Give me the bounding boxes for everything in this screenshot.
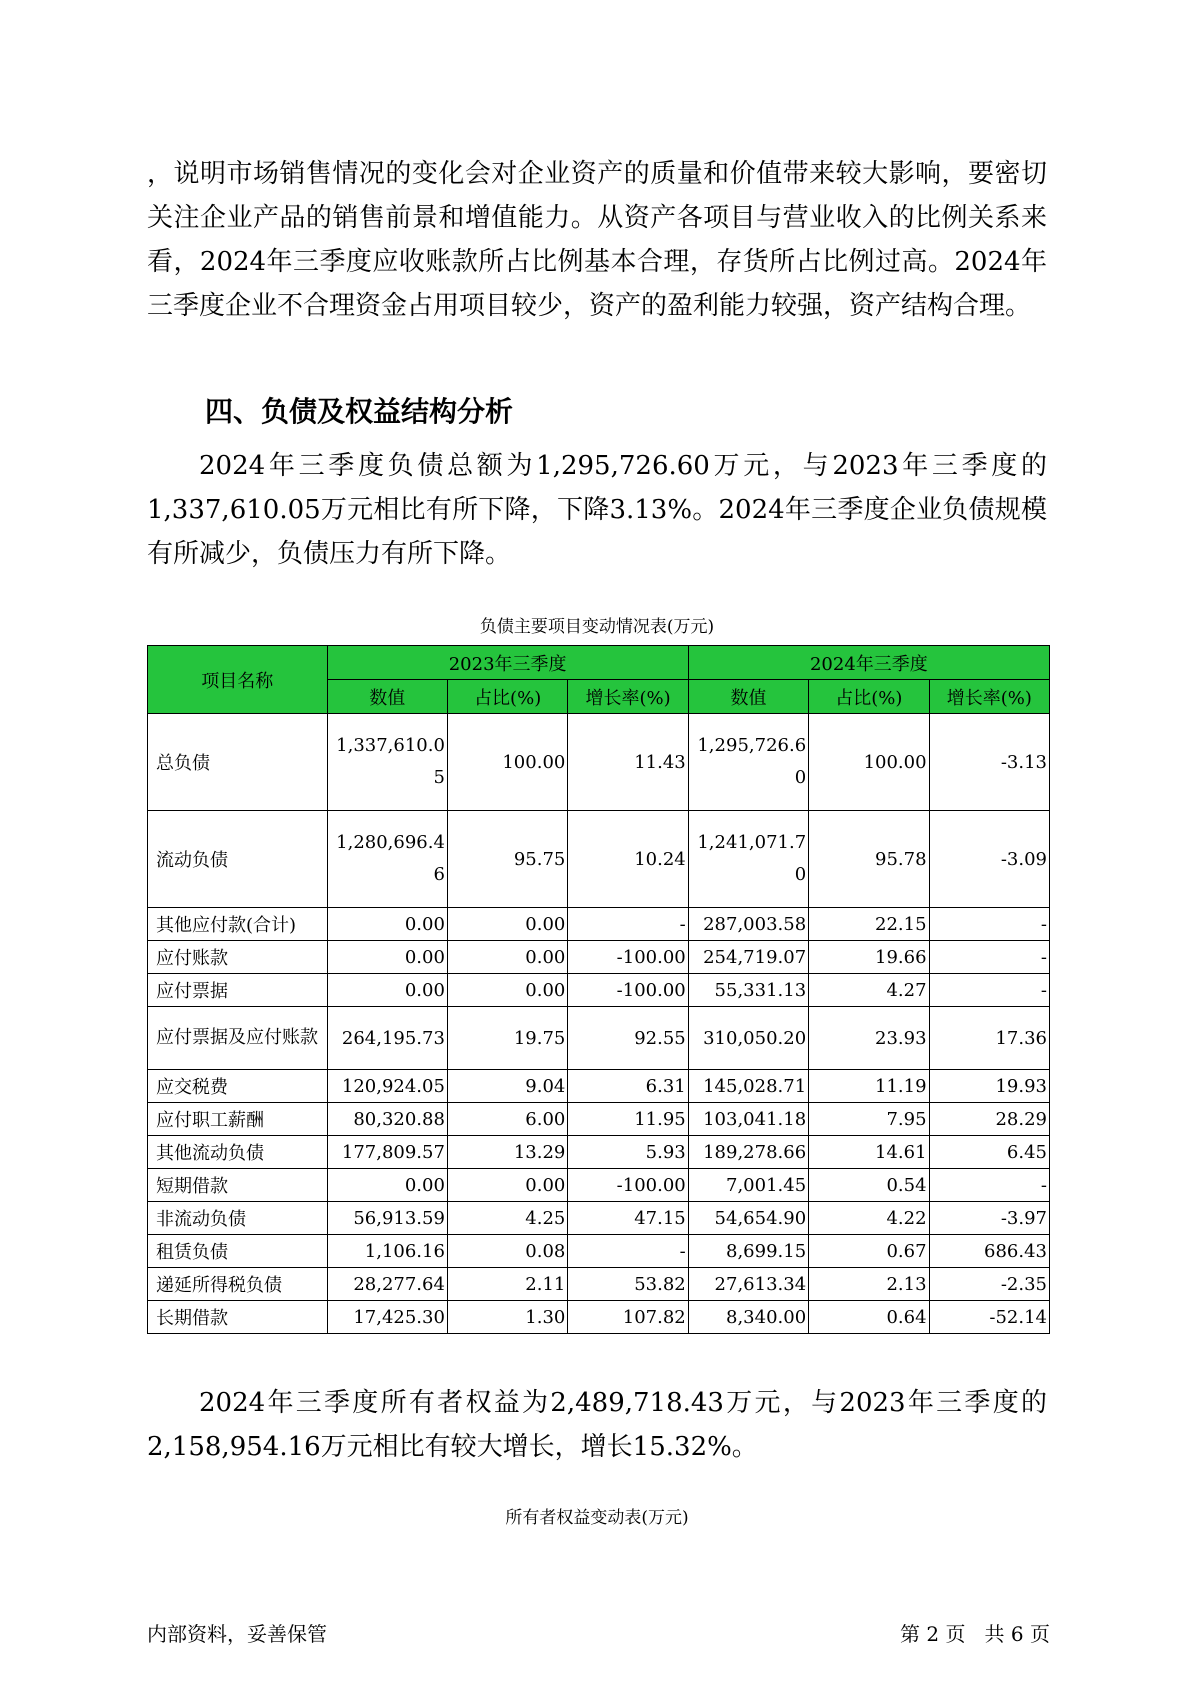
cell-g23: -100.00 [568,1169,688,1202]
table-row [148,1169,1050,1202]
header-growth-2023: 增长率(%) [568,680,688,714]
cell-v23: 264,195.73 [327,1007,447,1070]
cell-g24: - [929,1169,1049,1202]
header-growth-2024: 增长率(%) [929,680,1049,714]
cell-v24: 8,340.00 [688,1301,808,1334]
cell-s23: 95.75 [447,811,567,908]
cell-v23: 80,320.88 [327,1103,447,1136]
paragraph-asset-summary: ，说明市场销售情况的变化会对企业资产的质量和价值带来较大影响，要密切关注企业产品的销售前景和增值能力。从资产各项目与营业收入的比例关系来看，2024年三季度应收账款所占比例基本合理，存货所占比例过高。2024年三季度企业不合理资金占用项目较少，资产的盈利能力较强，资产结构合理。 [147,159,1047,321]
cell-s24: 11.19 [809,1070,929,1103]
cell-v23: 28,277.64 [327,1268,447,1301]
cell-v24: 287,003.58 [688,908,808,941]
row-item-name: 流动负债 [148,811,328,908]
cell-g23: 11.43 [568,714,688,811]
cell-v24: 1,295,726.60 [688,714,808,811]
cell-v24: 1,241,071.70 [688,811,808,908]
cell-s24: 2.13 [809,1268,929,1301]
cell-s23: 0.00 [447,941,567,974]
cell-v24: 8,699.15 [688,1235,808,1268]
table-row [148,811,1050,908]
row-item-name: 应交税费 [148,1070,328,1103]
cell-v23: 56,913.59 [327,1202,447,1235]
cell-v24: 103,041.18 [688,1103,808,1136]
row-item-name: 总负债 [148,714,328,811]
cell-s24: 7.95 [809,1103,929,1136]
cell-v23: 0.00 [327,908,447,941]
cell-s23: 100.00 [447,714,567,811]
row-item-name: 应付账款 [148,941,328,974]
cell-s23: 13.29 [447,1136,567,1169]
cell-s24: 23.93 [809,1007,929,1070]
cell-s23: 2.11 [447,1268,567,1301]
cell-v23: 120,924.05 [327,1070,447,1103]
table-row [148,1136,1050,1169]
cell-v24: 55,331.13 [688,974,808,1007]
cell-v23: 1,106.16 [327,1235,447,1268]
cell-g23: 11.95 [568,1103,688,1136]
footer-confidential: 内部资料，妥善保管 [147,1622,327,1646]
header-group-2024: 2024年三季度 [688,646,1049,680]
row-item-name: 非流动负债 [148,1202,328,1235]
footer-page-number: 第 2 页 共 6 页 [900,1622,1050,1646]
cell-g23: - [568,908,688,941]
cell-g24: 686.43 [929,1235,1049,1268]
cell-g24: -3.13 [929,714,1049,811]
header-group-2023: 2023年三季度 [327,646,688,680]
cell-s23: 0.00 [447,974,567,1007]
cell-g23: - [568,1235,688,1268]
table-row [148,1235,1050,1268]
cell-s23: 9.04 [447,1070,567,1103]
cell-s23: 1.30 [447,1301,567,1334]
cell-g24: - [929,908,1049,941]
cell-v24: 27,613.34 [688,1268,808,1301]
cell-v23: 177,809.57 [327,1136,447,1169]
cell-s24: 19.66 [809,941,929,974]
paragraph-liabilities: 2024年三季度负债总额为1,295,726.60万元，与2023年三季度的1,337,610.05万元相比有所下降，下降3.13%。2024年三季度企业负债规模有所减少，负债压力有所下降。 [147,451,1047,569]
cell-v23: 0.00 [327,974,447,1007]
cell-g24: -3.09 [929,811,1049,908]
cell-s24: 0.54 [809,1169,929,1202]
cell-s23: 6.00 [447,1103,567,1136]
row-item-name: 长期借款 [148,1301,328,1334]
section-heading-liabilities: 四、负债及权益结构分析 [205,395,514,428]
table-row [148,1007,1050,1070]
cell-v24: 7,001.45 [688,1169,808,1202]
cell-v24: 189,278.66 [688,1136,808,1169]
paragraph-equity: 2024年三季度所有者权益为2,489,718.43万元，与2023年三季度的2,158,954.16万元相比有较大增长，增长15.32%。 [147,1388,1047,1462]
cell-s24: 95.78 [809,811,929,908]
cell-g24: -2.35 [929,1268,1049,1301]
liabilities-table [147,645,1050,1334]
row-item-name: 应付票据及应付账款 [148,1007,328,1070]
cell-v23: 1,280,696.46 [327,811,447,908]
cell-v23: 1,337,610.05 [327,714,447,811]
cell-s24: 4.27 [809,974,929,1007]
cell-s24: 0.67 [809,1235,929,1268]
cell-g23: 107.82 [568,1301,688,1334]
cell-s24: 14.61 [809,1136,929,1169]
cell-g23: 53.82 [568,1268,688,1301]
cell-s23: 4.25 [447,1202,567,1235]
table-caption-equity: 所有者权益变动表(万元) [505,1508,689,1528]
table-row [148,941,1050,974]
table-row [148,714,1050,811]
cell-g24: 19.93 [929,1070,1049,1103]
row-item-name: 其他流动负债 [148,1136,328,1169]
cell-g24: -3.97 [929,1202,1049,1235]
cell-g24: - [929,974,1049,1007]
cell-v23: 17,425.30 [327,1301,447,1334]
header-share-2024: 占比(%) [809,680,929,714]
cell-g24: 17.36 [929,1007,1049,1070]
row-item-name: 租赁负债 [148,1235,328,1268]
row-item-name: 应付票据 [148,974,328,1007]
header-share-2023: 占比(%) [447,680,567,714]
cell-v24: 145,028.71 [688,1070,808,1103]
table-row [148,1070,1050,1103]
cell-g23: 47.15 [568,1202,688,1235]
cell-s24: 22.15 [809,908,929,941]
cell-s24: 0.64 [809,1301,929,1334]
cell-v23: 0.00 [327,941,447,974]
cell-g24: -52.14 [929,1301,1049,1334]
row-item-name: 递延所得税负债 [148,1268,328,1301]
cell-s24: 4.22 [809,1202,929,1235]
cell-g23: 10.24 [568,811,688,908]
row-item-name: 短期借款 [148,1169,328,1202]
table-row [148,1301,1050,1334]
cell-v24: 310,050.20 [688,1007,808,1070]
cell-s23: 19.75 [447,1007,567,1070]
cell-s23: 0.00 [447,1169,567,1202]
header-value-2024: 数值 [688,680,808,714]
header-value-2023: 数值 [327,680,447,714]
cell-g24: 28.29 [929,1103,1049,1136]
cell-g23: 92.55 [568,1007,688,1070]
table-row [148,908,1050,941]
cell-v24: 254,719.07 [688,941,808,974]
cell-v24: 54,654.90 [688,1202,808,1235]
cell-s23: 0.00 [447,908,567,941]
cell-g24: - [929,941,1049,974]
cell-g23: -100.00 [568,974,688,1007]
header-item-name: 项目名称 [148,646,328,714]
cell-v23: 0.00 [327,1169,447,1202]
table-row [148,1268,1050,1301]
cell-g24: 6.45 [929,1136,1049,1169]
cell-g23: 6.31 [568,1070,688,1103]
table-row [148,1202,1050,1235]
cell-g23: -100.00 [568,941,688,974]
cell-s23: 0.08 [447,1235,567,1268]
table-row [148,974,1050,1007]
cell-g23: 5.93 [568,1136,688,1169]
row-item-name: 应付职工薪酬 [148,1103,328,1136]
table-row [148,1103,1050,1136]
cell-s24: 100.00 [809,714,929,811]
table-caption-liabilities: 负债主要项目变动情况表(万元) [479,617,715,637]
row-item-name: 其他应付款(合计) [148,908,328,941]
